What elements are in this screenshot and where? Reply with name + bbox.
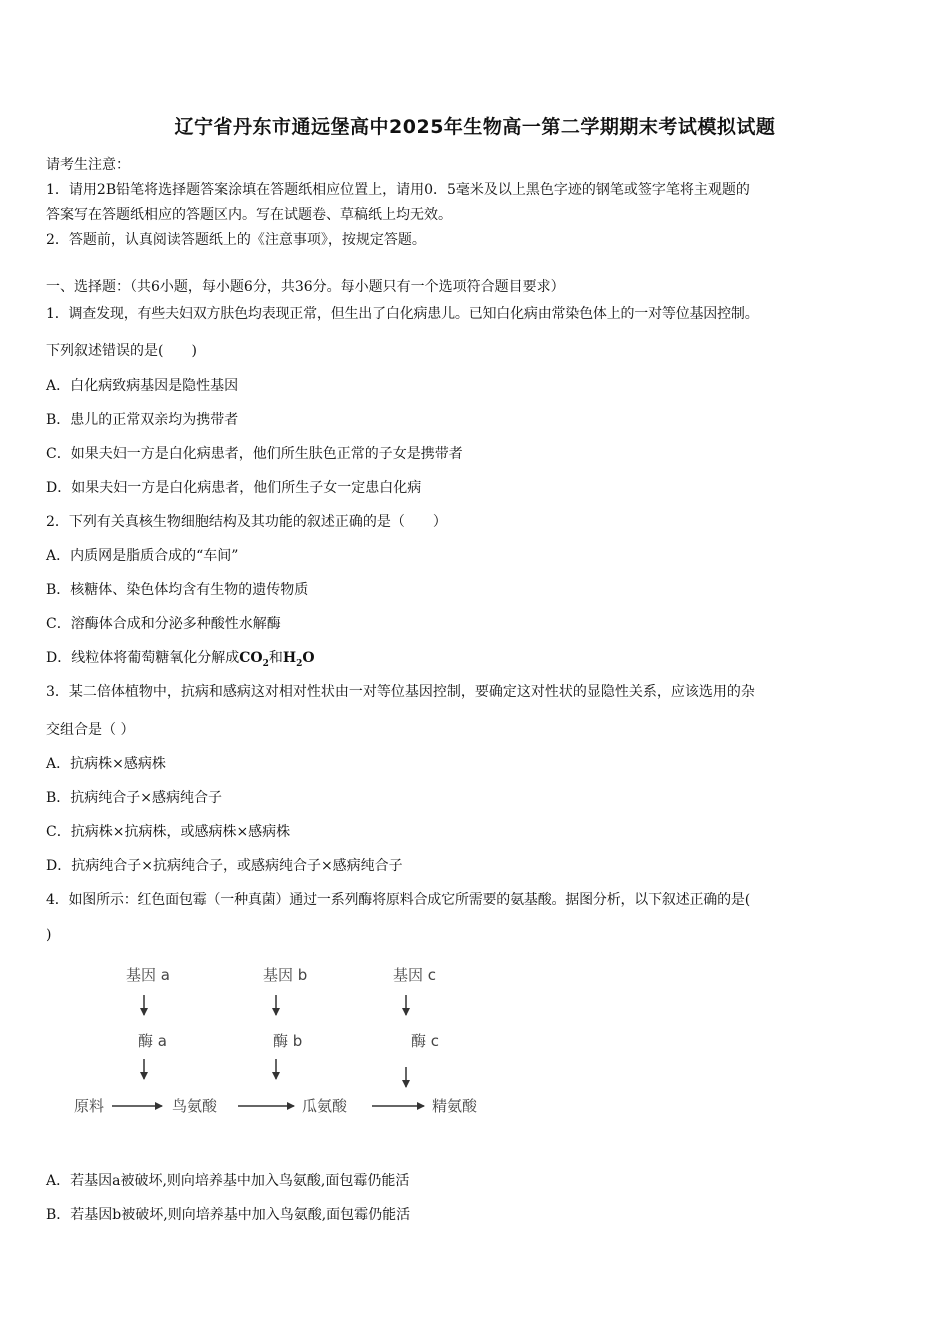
section-heading: 一、选择题：（共6小题，每小题6分，共36分。每小题只有一个选项符合题目要求） [46,279,565,295]
q2-stem: 2．下列有关真核生物细胞结构及其功能的叙述正确的是（ ） [46,514,447,530]
q2-option-c: C．溶酶体合成和分泌多种酸性水解酶 [46,616,281,632]
pathway-diagram [60,955,520,1130]
arginine-label: 精氨酸 [432,1097,478,1115]
page-title: 辽宁省丹东市通远堡高中2025年生物高一第二学期期末考试模拟试题 [174,116,776,138]
notice-line-1: 1．请用2B铅笔将选择题答案涂填在答题纸相应位置上，请用0．5毫米及以上黑色字迹的钢笔或签字笔将主观题的 [46,182,750,198]
notice-line-2: 答案写在答题纸相应的答题区内。写在试题卷、草稿纸上均无效。 [46,207,452,223]
q3-option-a: A．抗病株×感病株 [46,756,166,772]
q1-stem-line1: 1．调查发现，有些夫妇双方肤色均表现正常，但生出了白化病患儿。已知白化病由常染色体上的一对等位基因控制。 [46,306,759,322]
q2-option-d [46,647,315,669]
gene-c-label: 基因 c [393,966,437,984]
gene-b-label: 基因 b [263,966,308,984]
q3-option-b: B．抗病纯合子×感病纯合子 [46,790,223,806]
citrulline-label: 瓜氨酸 [302,1097,348,1115]
raw-material-label: 原料 [74,1097,105,1115]
notice-heading: 请考生注意： [46,157,130,173]
q2-and: 和 [268,650,283,666]
gene-a-label: 基因 a [126,966,170,984]
q3-option-c: C．抗病株×抗病株，或感病株×感病株 [46,824,291,840]
enzyme-a-label: 酶 a [138,1032,167,1050]
q3-stem-line1: 3．某二倍体植物中，抗病和感病这对相对性状由一对等位基因控制，要确定这对性状的显隐性关系，应该选用的杂 [46,684,755,700]
q2-h2o: $H_2O$ [282,650,315,669]
enzyme-c-label: 酶 c [411,1032,440,1050]
ornithine-label: 鸟氨酸 [172,1097,218,1115]
q2-option-b: B．核糖体、染色体均含有生物的遗传物质 [46,582,309,598]
q1-option-a: A．白化病致病基因是隐性基因 [46,378,239,394]
q4-stem-line1: 4．如图所示：红色面包霉（一种真菌）通过一系列酶将原料合成它所需要的氨基酸。据图分析，以下叙述正确的是( [46,892,750,908]
q2-co2: $CO_2$ [239,650,269,669]
q4-option-a: A．若基因a被破坏,则向培养基中加入鸟氨酸,面包霉仍能活 [46,1173,410,1189]
q1-option-c: C．如果夫妇一方是白化病患者，他们所生肤色正常的子女是携带者 [46,446,463,462]
q3-option-d: D．抗病纯合子×抗病纯合子，或感病纯合子×感病纯合子 [46,858,403,874]
q1-option-b: B．患儿的正常双亲均为携带者 [46,412,239,428]
q4-option-b: B．若基因b被破坏,则向培养基中加入鸟氨酸,面包霉仍能活 [46,1207,411,1223]
q3-stem-line2: 交组合是（ ） [46,722,135,738]
q1-option-d: D．如果夫妇一方是白化病患者，他们所生子女一定患白化病 [46,480,422,496]
q2-option-a: A．内质网是脂质合成的“车间” [46,548,239,564]
q4-stem-line2: ) [46,927,52,943]
q1-stem-line2: 下列叙述错误的是( ) [46,343,197,359]
enzyme-b-label: 酶 b [273,1032,303,1050]
notice-line-3: 2．答题前，认真阅读答题纸上的《注意事项》，按规定答题。 [46,232,426,248]
q2-option-d-text: D．线粒体将葡萄糖氧化分解成 [46,650,240,666]
